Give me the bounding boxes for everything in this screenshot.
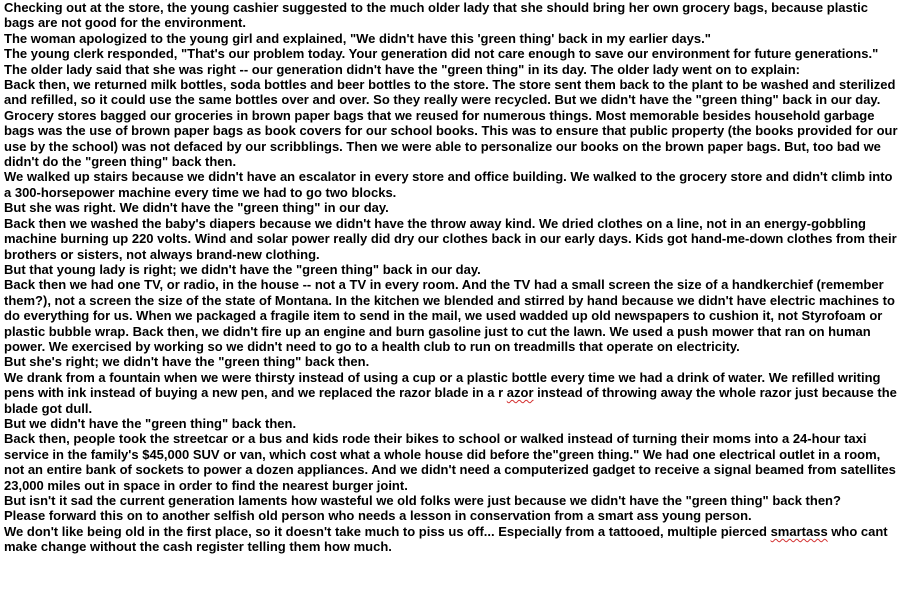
paragraph-text: The woman apologized to the young girl and explained, "We didn't have this 'green thing' back in my earlier days.": [4, 30, 711, 46]
misspelled-word[interactable]: smartass: [770, 523, 828, 539]
paragraph-text: But we didn't have the "green thing" back then.: [4, 415, 297, 431]
paragraph-text: We drank from a fountain when we were thirsty instead of using a cup or a plastic bottle every time we had a drink of water. We refilled writing pens with ink instead of buying a new pen, and we replaced the razor blade in a r: [4, 369, 881, 401]
paragraph-text: We walked up stairs because we didn't have an escalator in every store and office building. We walked to the grocery store and didn't climb into a 300-horsepower machine every time we had to go two blocks.: [4, 169, 893, 200]
paragraph-text: Checking out at the store, the young cashier suggested to the much older lady that she should bring her own grocery bags, because plastic bags are not good for the environment.: [4, 0, 868, 31]
paragraph-p3: [4, 46, 899, 61]
paragraph-text: The young clerk responded, "That's our problem today. Your generation did not care enough to save our environment for future generations.": [4, 46, 879, 62]
paragraph-p2: [4, 31, 899, 46]
paragraph-p15: [4, 431, 899, 493]
paragraph-text: But she's right; we didn't have the "green thing" back then.: [4, 354, 370, 370]
paragraph-p16: [4, 493, 899, 508]
paragraph-text: We don't like being old in the first place, so it doesn't take much to piss us off... Especially from a tattooed, multiple pierced: [4, 523, 771, 539]
paragraph-text: who cant make change without the cash register telling them how much.: [4, 523, 888, 555]
paragraph-p10: [4, 262, 899, 277]
paragraph-p5: [4, 77, 899, 108]
paragraph-text: But that young lady is right; we didn't have the "green thing" back in our day.: [4, 261, 481, 277]
paragraph-text: Please forward this on to another selfish old person who needs a lesson in conservation from a smart ass young person.: [4, 508, 752, 524]
paragraph-p8: [4, 200, 899, 215]
paragraph-text: Back then, people took the streetcar or a bus and kids rode their bikes to school or walked instead of turning their moms into a 24-hour taxi service in the family's $45,000 SUV or van, which cost what a whole house did before the"green thing." We had one electrical outlet in a room, not an entire bank of sockets to power a dozen appliances. And we didn't need a computerized gadget to receive a signal beamed from satellites 23,000 miles out in space in order to find the nearest burger joint.: [4, 431, 896, 493]
paragraph-p7: [4, 169, 899, 200]
misspelled-word[interactable]: azor: [506, 385, 534, 401]
paragraph-text: But she was right. We didn't have the "green thing" in our day.: [4, 200, 389, 216]
paragraph-p4: [4, 62, 899, 77]
paragraph-p11: [4, 277, 899, 354]
paragraph-p6: [4, 108, 899, 170]
paragraph-text: But isn't it sad the current generation laments how wasteful we old folks were just because we didn't have the "green thing" back then?: [4, 493, 841, 508]
paragraph-text: Back then we washed the baby's diapers because we didn't have the throw away kind. We dried clothes on a line, not in an energy-gobbling machine burning up 220 volts. Wind and solar power really did dry our clothes back in our early days. Kids got hand-me-down clothes from their brothers or sisters, not always brand-new clothing.: [4, 215, 897, 262]
paragraph-text: Back then, we returned milk bottles, soda bottles and beer bottles to the store. The store sent them back to the plant to be washed and sterilized and refilled, so it could use the same bottles over and over. So they really were recycled. But we didn't have the "green thing" back in our day.: [4, 77, 896, 108]
paragraph-p12: [4, 354, 899, 369]
paragraph-p14: [4, 416, 899, 431]
paragraph-text: Back then we had one TV, or radio, in the house -- not a TV in every room. And the TV had a small screen the size of a handkerchief (remember them?), not a screen the size of the state of Montana. In the kitchen we blended and stirred by hand because we didn't have electric machines to do everything for us. When we packaged a fragile item to send in the mail, we used wadded up old newspapers to cushion it, not Styrofoam or plastic bubble wrap. Back then, we didn't fire up an engine and burn gasoline just to cut the lawn. We used a push mower that ran on human power. We exercised by working so we didn't need to go to a health club to run on treadmills that operate on electricity.: [4, 277, 895, 354]
paragraph-p18: [4, 524, 899, 555]
paragraph-text: Grocery stores bagged our groceries in brown paper bags that we reused for numerous things. Most memorable besides household garbage bags was the use of brown paper bags as book covers for our school books. This was to ensure that public property (the books provided for our use by the school) was not defaced by our scribblings. Then we were able to personalize our books on the brown paper bags. But, too bad we didn't do the "green thing" back then.: [4, 107, 898, 170]
paragraph-p13: [4, 370, 899, 416]
paragraph-p17: [4, 508, 899, 523]
paragraph-text: instead of throwing away the whole razor just because the blade got dull.: [4, 385, 897, 416]
paragraph-p1: [4, 0, 899, 31]
paragraph-text: The older lady said that she was right -- our generation didn't have the "green thing" in its day. The older lady went on to explain:: [4, 61, 800, 77]
paragraph-p9: [4, 216, 899, 262]
